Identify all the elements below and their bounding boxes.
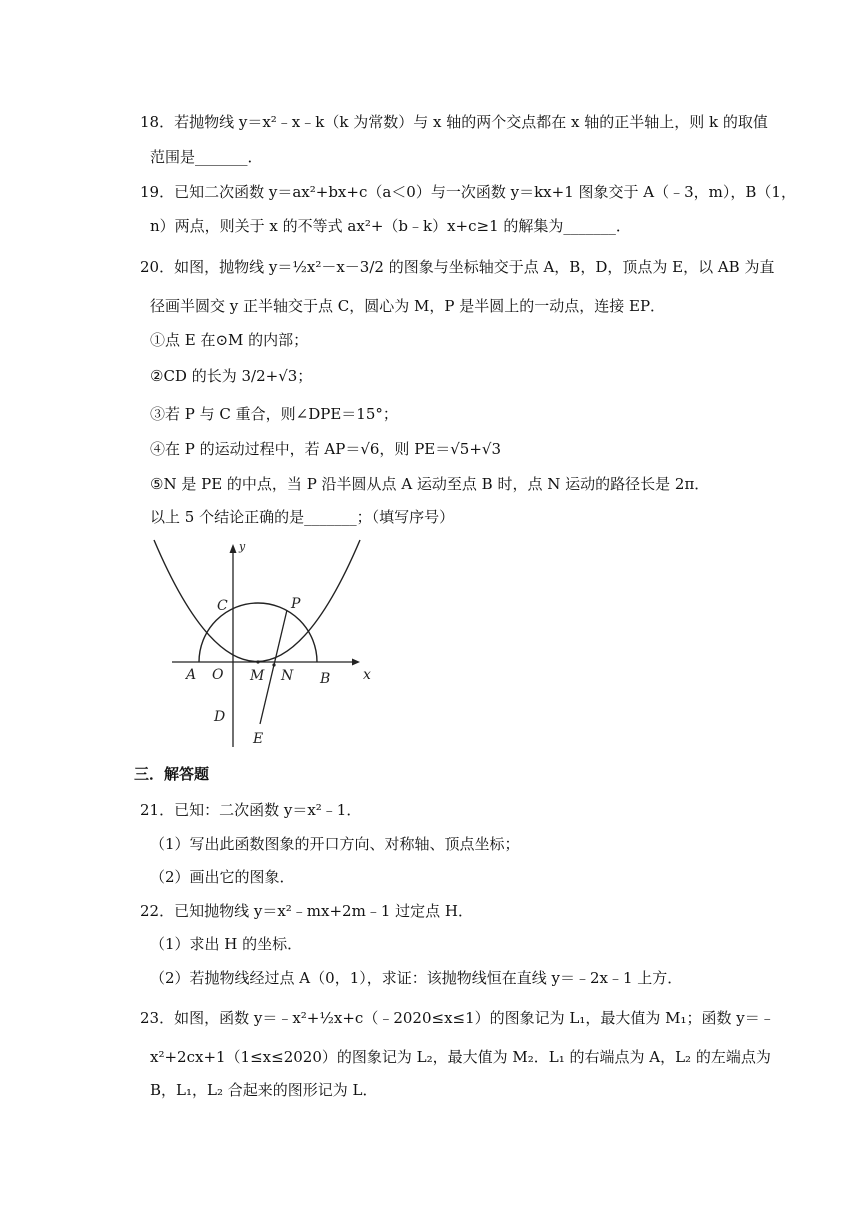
label-N: N [281, 668, 294, 684]
point-N [272, 663, 275, 666]
y-axis-arrow [230, 544, 237, 553]
label-M: M [250, 668, 265, 684]
section-heading: 三．解答题 [134, 765, 210, 783]
q21-part2: （2）画出它的图象． [150, 868, 295, 886]
q23-line1: 23．如图，函数 y＝﹣x²+½x+c（﹣2020≤x≤1）的图象记为 L₁，最大值为 M₁；函数 y＝﹣ [140, 1009, 775, 1027]
label-A: A [186, 667, 197, 683]
q22-line1: 22．已知抛物线 y＝x²﹣mx+2m﹣1 过定点 H． [140, 902, 473, 920]
q20-statement-4: ④在 P 的运动过程中，若 AP＝√6，则 PE＝√5+√3 [150, 440, 502, 458]
label-B: B [320, 671, 331, 687]
point-M [256, 660, 259, 663]
q18-line2: 范围是_______． [150, 148, 263, 166]
q19-line2: n）两点，则关于 x 的不等式 ax²+（b﹣k）x+c≥1 的解集为_______． [150, 217, 631, 235]
label-x: x [363, 667, 371, 683]
q20-prompt: 以上 5 个结论正确的是_______；（填写序号） [150, 508, 455, 526]
q23-line2: x²+2cx+1（1≤x≤2020）的图象记为 L₂，最大值为 M₂．L₁ 的右端点为 A，L₂ 的左端点为 [150, 1048, 771, 1066]
q20-figure [150, 535, 380, 750]
q19-line1: 19．已知二次函数 y＝ax²+bx+c（a＜0）与一次函数 y＝kx+1 图象交于 A（﹣3，m），B（1， [140, 183, 796, 201]
q20-line1: 20．如图，抛物线 y＝½x²－x－3/2 的图象与坐标轴交于点 A，B，D，顶点为 E，以 AB 为直 [140, 258, 775, 276]
label-C: C [217, 598, 228, 614]
segment-PE [260, 610, 287, 724]
q18-line1: 18．若抛物线 y＝x²﹣x﹣k（k 为常数）与 x 轴的两个交点都在 x 轴的正半轴上，则 k 的取值 [140, 113, 768, 131]
q20-statement-1: ①点 E 在⊙M 的内部； [150, 331, 309, 349]
label-P: P [291, 596, 301, 612]
q20-line2: 径画半圆交 y 正半轴交于点 C，圆心为 M，P 是半圆上的一动点，连接 EP． [150, 297, 666, 315]
label-D: D [214, 709, 226, 725]
q21-line1: 21．已知：二次函数 y＝x²﹣1． [140, 801, 362, 819]
q20-statement-3: ③若 P 与 C 重合，则∠DPE＝15°； [150, 405, 398, 423]
q22-part1: （1）求出 H 的坐标． [150, 935, 303, 953]
q22-part2: （2）若抛物线经过点 A（0，1），求证：该抛物线恒在直线 y＝﹣2x﹣1 上方． [150, 969, 683, 987]
parabola [154, 540, 360, 662]
q23-line3: B，L₁，L₂ 合起来的图形记为 L． [150, 1081, 378, 1099]
label-O: O [212, 667, 224, 683]
label-y: y [239, 540, 246, 553]
x-axis-arrow [352, 659, 360, 666]
q20-statement-5: ⑤N 是 PE 的中点，当 P 沿半圆从点 A 运动至点 B 时，点 N 运动的路径长是 2π． [150, 475, 710, 493]
q20-statement-2: ②CD 的长为 3/2+√3； [150, 367, 313, 385]
q21-part1: （1）写出此函数图象的开口方向、对称轴、顶点坐标； [150, 835, 520, 853]
label-E: E [253, 731, 264, 747]
